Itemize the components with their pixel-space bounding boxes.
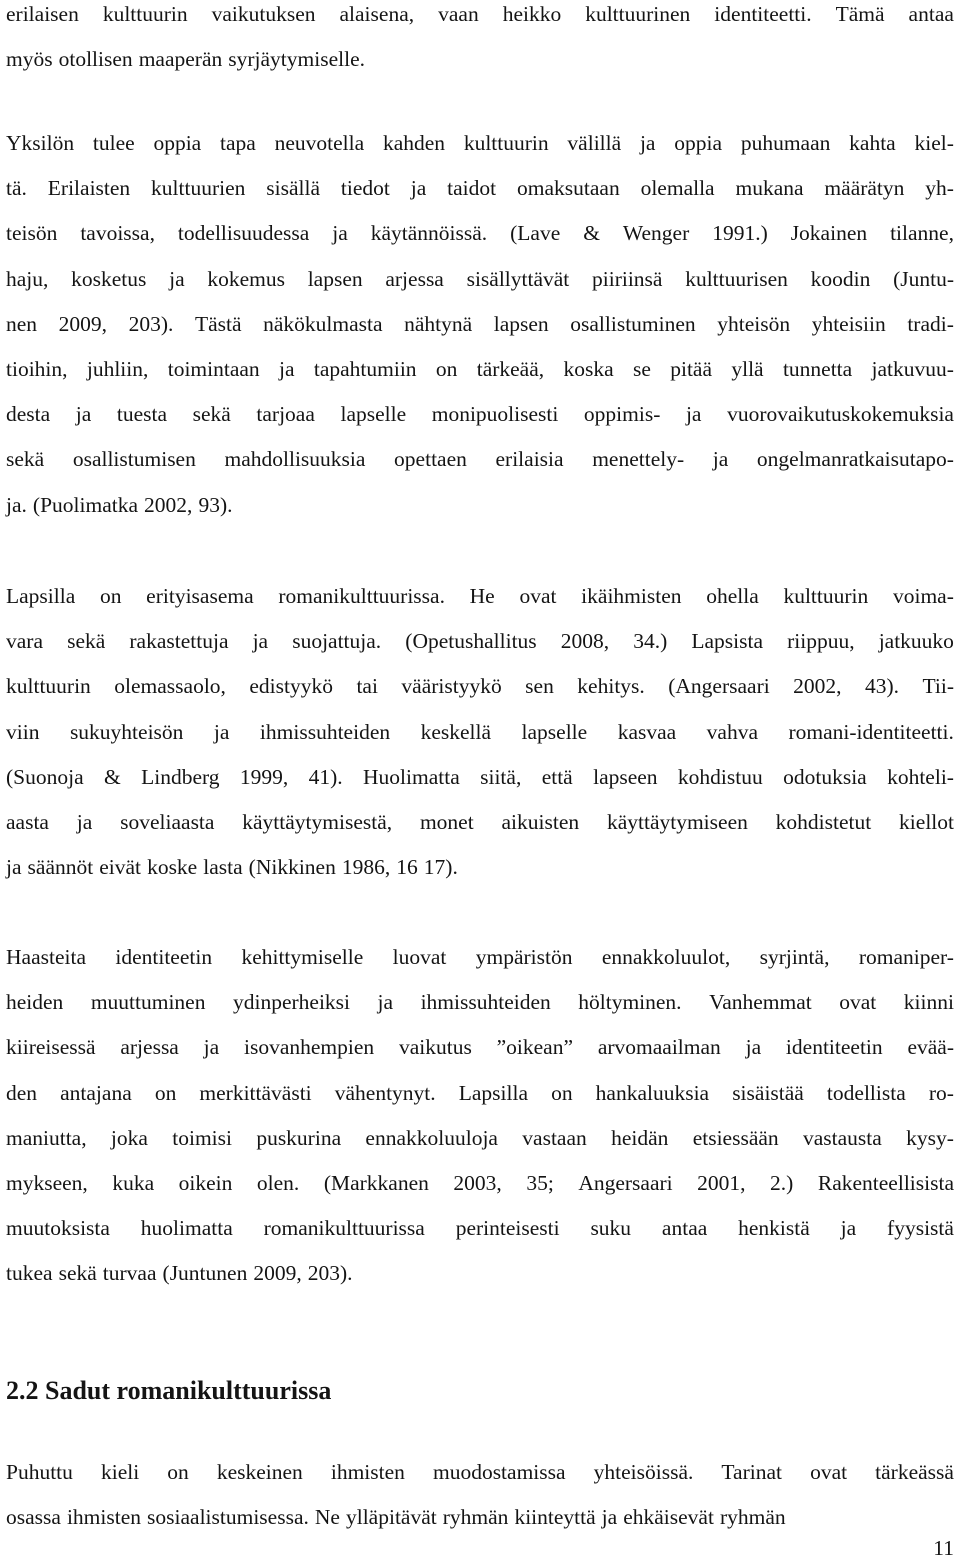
text-line: desta ja tuesta sekä tarjoaa lapselle monipuolisesti oppimis- ja vuorovaikutuskokemuksia	[6, 402, 954, 426]
text-line: Puhuttu kieli on keskeinen ihmisten muodostamissa yhteisöissä. Tarinat ovat tärkeässä	[6, 1460, 954, 1484]
text-line: tukea sekä turvaa (Juntunen 2009, 203).	[6, 1261, 353, 1285]
text-line: vara sekä rakastettuja ja suojattuja. (Opetushallitus 2008, 34.) Lapsista riippuu, jatkuuko	[6, 629, 954, 653]
text-line: tioihin, juhliin, toimintaan ja tapahtumiin on tärkeää, koska se pitää yllä tunnetta jatkuvuu-	[6, 357, 954, 381]
text-line: ja säännöt eivät koske lasta (Nikkinen 1986, 16 17).	[6, 855, 458, 879]
text-line: sekä osallistumisen mahdollisuuksia opettaen erilaisia menettely- ja ongelmanratkaisutapo-	[6, 447, 954, 471]
text-line: tä. Erilaisten kulttuurien sisällä tiedot ja taidot omaksutaan olemalla mukana määrätyn yh-	[6, 176, 954, 200]
text-line: heiden muuttuminen ydinperheiksi ja ihmissuhteiden höltyminen. Vanhemmat ovat kiinni	[6, 990, 954, 1014]
text-line: myös otollisen maaperän syrjäytymiselle.	[6, 47, 366, 71]
text-line: nen 2009, 203). Tästä näkökulmasta nähtynä lapsen osallistuminen yhteisön yhteisiin tradi-	[6, 312, 954, 336]
text-line: (Suonoja & Lindberg 1999, 41). Huolimatta siitä, että lapseen kohdistuu odotuksia kohteli-	[6, 765, 954, 789]
text-line: haju, kosketus ja kokemus lapsen arjessa sisällyttävät piiriinsä kulttuurisen koodin (Juntu-	[6, 267, 954, 291]
text-line: mykseen, kuka oikein olen. (Markkanen 2003, 35; Angersaari 2001, 2.) Rakenteellisista	[6, 1171, 954, 1195]
text-line: Yksilön tulee oppia tapa neuvotella kahden kulttuurin välillä ja oppia puhumaan kahta kiel-	[6, 131, 954, 155]
section-heading: 2.2 Sadut romanikulttuurissa	[6, 1376, 332, 1405]
text-line: muutoksista huolimatta romanikulttuurissa perinteisesti suku antaa henkistä ja fyysistä	[6, 1216, 954, 1240]
text-line: aasta ja soveliaasta käyttäytymisestä, monet aikuisten käyttäytymiseen kohdistetut kiellot	[6, 810, 954, 834]
text-line: teisön tavoissa, todellisuudessa ja käytännöissä. (Lave & Wenger 1991.) Jokainen tilanne,	[6, 221, 954, 245]
text-line: osassa ihmisten sosiaalistumisessa. Ne ylläpitävät ryhmän kiinteyttä ja ehkäisevät ryhmän	[6, 1505, 786, 1529]
text-line: viin sukuyhteisön ja ihmissuhteiden keskellä lapselle kasvaa vahva romani-identiteetti.	[6, 720, 954, 744]
page-number: 11	[933, 1536, 954, 1560]
text-line: kiireisessä arjessa ja isovanhempien vaikutus ”oikean” arvomaailman ja identiteetin evää-	[6, 1035, 954, 1059]
text-line: kulttuurin olemassaolo, edistyykö tai vääristyykö sen kehitys. (Angersaari 2002, 43). Tii-	[6, 674, 954, 698]
text-line: ja. (Puolimatka 2002, 93).	[6, 493, 233, 517]
text-line: maniutta, joka toimisi puskurina ennakkoluuloja vastaan heidän etsiessään vastausta kysy-	[6, 1126, 954, 1150]
text-line: erilaisen kulttuurin vaikutuksen alaisena, vaan heikko kulttuurinen identiteetti. Tämä antaa	[6, 2, 954, 26]
text-line: Haasteita identiteetin kehittymiselle luovat ympäristön ennakkoluulot, syrjintä, romaniper-	[6, 945, 954, 969]
text-line: Lapsilla on erityisasema romanikulttuurissa. He ovat ikäihmisten ohella kulttuurin voima-	[6, 584, 954, 608]
text-line: den antajana on merkittävästi vähentynyt. Lapsilla on hankaluuksia sisäistää todellista ro-	[6, 1081, 954, 1105]
